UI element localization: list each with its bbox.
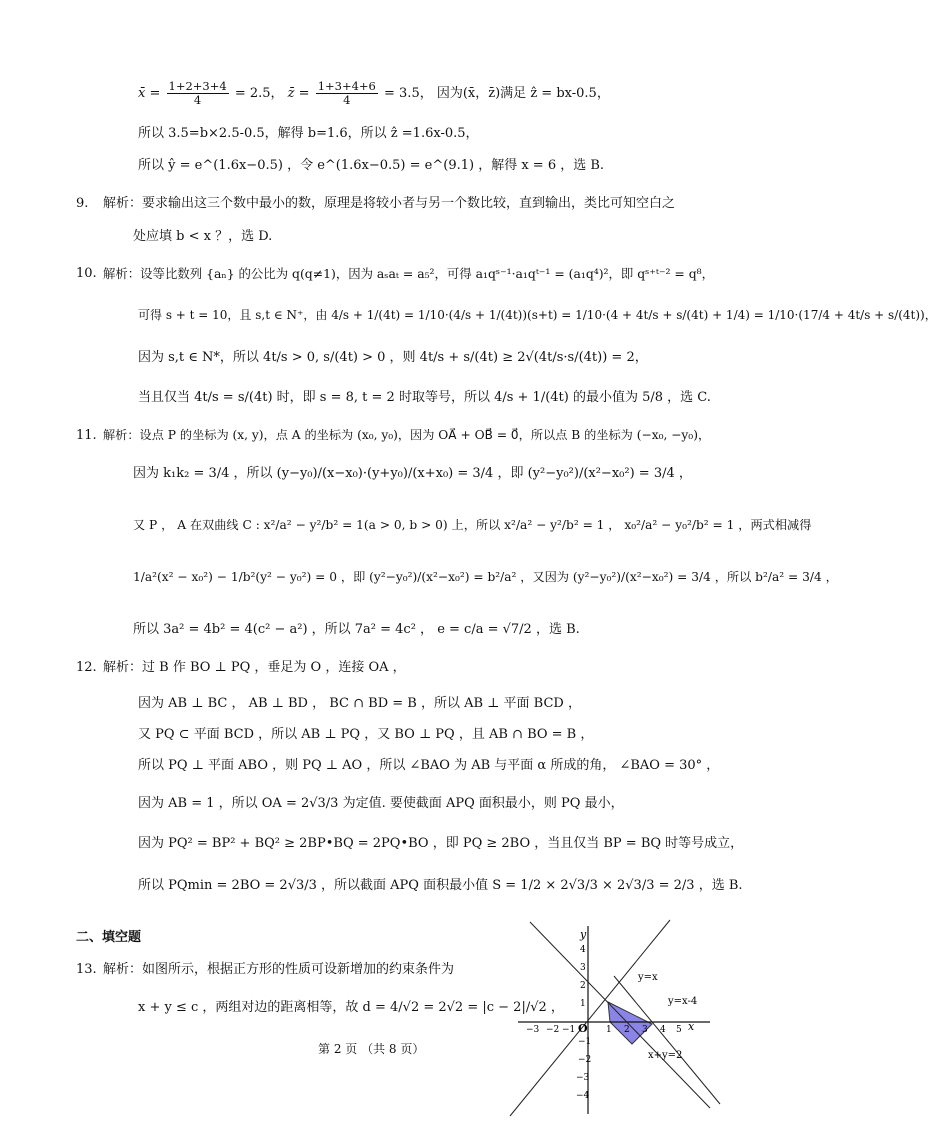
feasible-region-graph	[510, 918, 720, 1118]
line-label: y=x	[638, 972, 658, 983]
q9-line1: 解析：要求输出这三个数中最小的数，原理是将较小者与另一个数比较，直到输出，类比可知空白之	[103, 196, 676, 211]
x-tick-label: −3	[526, 1025, 540, 1035]
q11-line5: 所以 3a² = 4b² = 4(c² − a²) ，所以 7a² = 4c² ， e = c/a = √7/2 ，选 B.	[133, 622, 580, 637]
q11-line3: 又 P ， A 在双曲线 C : x²/a² − y²/b² = 1(a > 0, b > 0) 上，所以 x²/a² − y²/b² = 1 ， x₀²/a² − y₀²/b² = 1 ，两式相减得	[133, 518, 812, 532]
y-tick-label: 2	[580, 981, 586, 991]
q9-number: 9.	[76, 196, 89, 211]
y-tick-label: −4	[576, 1091, 590, 1101]
y-tick-label: −2	[578, 1055, 592, 1065]
q12-line5: 因为 AB = 1 ，所以 OA = 2√3/3 为定值. 要使截面 APQ 面积最小，则 PQ 最小，	[138, 796, 624, 811]
q12-line6: 因为 PQ² = BP² + BQ² ≥ 2BP•BQ = 2PQ•BO ，即 PQ ≥ 2BO ，当且仅当 BP = BQ 时等号成立，	[138, 836, 744, 851]
x-tick-label: 1	[606, 1025, 612, 1035]
q13-line2: x + y ≤ c ，两组对边的距离相等，故 d = 4/√2 = 2√2 = |c − 2|/√2 ，	[138, 1000, 564, 1015]
x-tick-label: 3	[642, 1025, 648, 1035]
q10-line2: 可得 s + t = 10，且 s,t ∈ N⁺，由 4/s + 1/(4t) = 1/10·(4/s + 1/(4t))(s+t) = 1/10·(4 + 4t/s + s/(4t) + 1/4) = 1/10·(17/4 + 4t/s + s/(4t))，	[138, 308, 937, 322]
x-tick-label: 5	[676, 1025, 682, 1035]
q12-line4: 所以 PQ ⊥ 平面 ABO ，则 PQ ⊥ AO ，所以 ∠BAO 为 AB 与平面 α 所成的角， ∠BAO = 30° ，	[138, 758, 720, 773]
q8-line3: 所以 ŷ = e^(1.6x−0.5) ，令 e^(1.6x−0.5) = e^(9.1) ，解得 x = 6 ，选 B.	[138, 158, 605, 173]
line-y-eq-x-minus-4	[510, 920, 670, 1116]
q13-number: 13.	[76, 962, 97, 977]
x-axis-label: x	[688, 1020, 695, 1033]
x-tick-label: 4	[660, 1025, 666, 1035]
page-footer: 第 2 页 （共 8 页）	[318, 1042, 425, 1056]
shaded-square-region	[608, 1002, 652, 1044]
line-y-eq-x	[530, 922, 710, 1108]
q12-line2: 因为 AB ⊥ BC ， AB ⊥ BD ， BC ∩ BD = B ，所以 AB ⊥ 平面 BCD ，	[138, 696, 581, 711]
q10-line4: 当且仅当 4t/s = s/(4t) 时，即 s = 8, t = 2 时取等号，所以 4/s + 1/(4t) 的最小值为 5/8 ，选 C.	[138, 390, 711, 405]
q12-number: 12.	[76, 660, 97, 675]
zbar-label: z̄ =	[287, 86, 310, 102]
y-tick-label: 1	[580, 999, 586, 1009]
q8-line1: x̄ = $\frac{1+2+3+4}{4}$ = 2.5， z̄ = $\frac{1+3+4+6}{4}$ = 3.5， 因为(x̄，z̄)满足 ẑ = bx-0.5，	[138, 79, 610, 108]
line-label: y=x-4	[668, 996, 698, 1007]
q10-number: 10.	[76, 266, 97, 281]
q11-number: 11.	[76, 428, 97, 443]
q12-line7: 所以 PQmin = 2BO = 2√3/3 ，所以截面 APQ 面积最小值 S = 1/2 × 2√3/3 × 2√3/3 = 2/3 ，选 B.	[138, 878, 743, 893]
x-tick-label: 2	[624, 1025, 630, 1035]
q11-line1: 解析：设点 P 的坐标为 (x, y)，点 A 的坐标为 (x₀, y₀)，因为 OA⃗ + OB⃗ = 0⃗，所以点 B 的坐标为 (−x₀, −y₀)，	[103, 428, 711, 442]
y-tick-label: 3	[580, 963, 586, 973]
y-tick-label: −3	[576, 1073, 590, 1083]
q8-line2: 所以 3.5=b×2.5-0.5，解得 b=1.6，所以 ẑ =1.6x-0.5，	[138, 126, 479, 141]
q11-line4: 1/a²(x² − x₀²) − 1/b²(y² − y₀²) = 0 ，即 (y²−y₀²)/(x²−x₀²) = b²/a² ，又因为 (y²−y₀²)/(x²−x₀²) = 3/4 ，所以 b²/a² = 3/4 ，	[133, 570, 838, 584]
q13-line1: 解析：如图所示，根据正方形的性质可设新增加的约束条件为	[103, 962, 455, 977]
q10-line1: 解析：设等比数列 {aₙ} 的公比为 q(q≠1)，因为 aₛaₜ = a₅²，可得 a₁qˢ⁻¹·a₁qᵗ⁻¹ = (a₁q⁴)²，即 qˢ⁺ᵗ⁻² = q⁸，	[103, 266, 715, 281]
q12-line1: 解析：过 B 作 BO ⊥ PQ ，垂足为 O ，连接 OA ，	[103, 660, 406, 675]
y-tick-label: 4	[580, 945, 586, 955]
fraction: $\frac{1+3+4+6}{4}$	[317, 79, 376, 108]
line-label: x+y=2	[648, 1050, 683, 1061]
origin-label: O	[578, 1022, 588, 1035]
y-axis-label: y	[580, 928, 587, 941]
x-tick-label: −1	[562, 1025, 576, 1035]
xbar-label: x̄ =	[138, 86, 161, 102]
fraction: $\frac{1+2+3+4}{4}$	[168, 79, 227, 108]
q12-line3: 又 PQ ⊂ 平面 BCD ，所以 AB ⊥ PQ ，又 BO ⊥ PQ ，且 AB ∩ BO = B ，	[138, 727, 594, 742]
q10-line3: 因为 s,t ∈ N*，所以 4t/s > 0, s/(4t) > 0 ，则 4t/s + s/(4t) ≥ 2√(4t/s·s/(4t)) = 2，	[138, 350, 648, 365]
x-tick-label: −2	[546, 1025, 560, 1035]
q9-line2: 处应填 b < x ？，选 D.	[133, 229, 273, 244]
y-tick-label: −1	[578, 1037, 592, 1047]
q11-line2: 因为 k₁k₂ = 3/4 ，所以 (y−y₀)/(x−x₀)·(y+y₀)/(x+x₀) = 3/4 ，即 (y²−y₀²)/(x²−x₀²) = 3/4 ，	[133, 466, 692, 481]
section-title: 二、填空题	[76, 930, 142, 945]
